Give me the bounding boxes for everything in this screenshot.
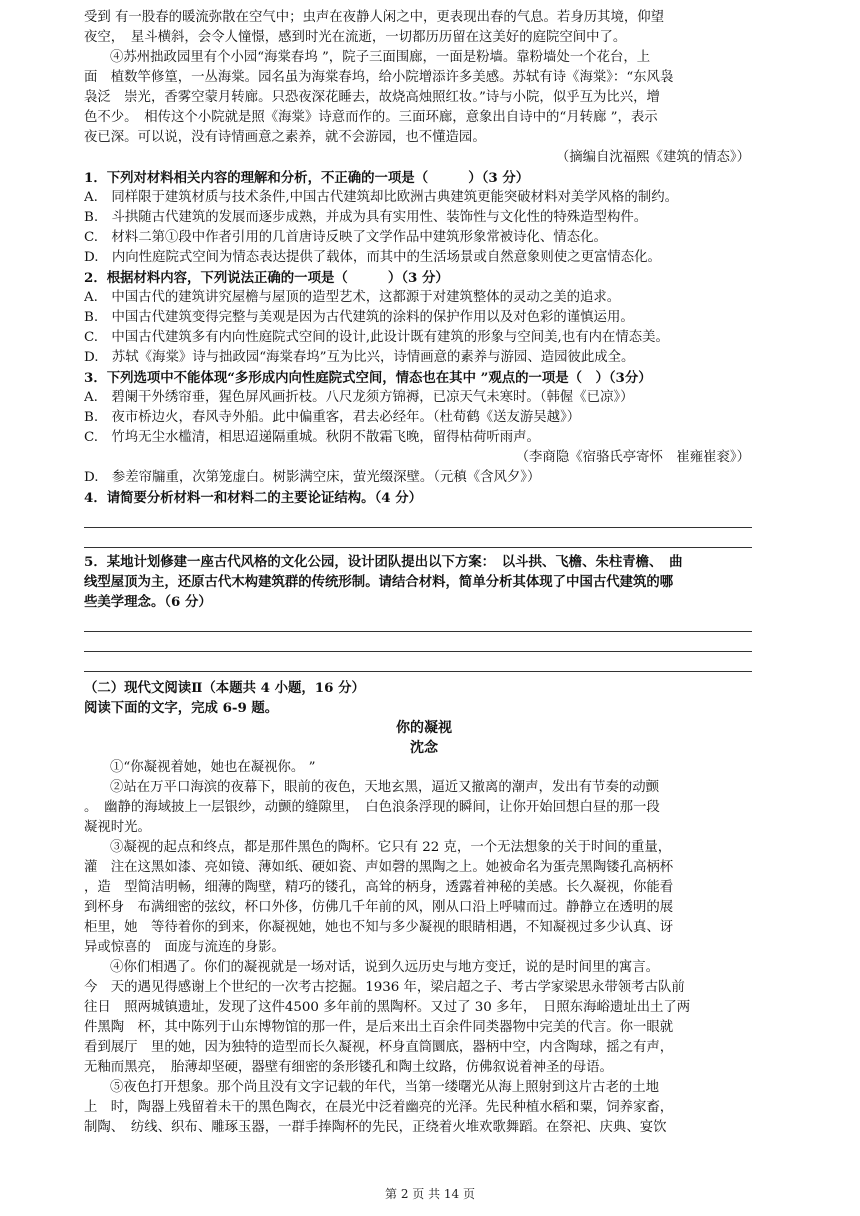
section-header: （二）现代文阅读Ⅱ（本题共 4 小题，16 分） bbox=[84, 680, 365, 696]
article-line: 到杯身 布满细密的弦纹，杯口外侈，仿佛几千年前的风，刚从口沿上呼啸而过。静静立在透明的展 bbox=[84, 900, 674, 915]
answer-line[interactable] bbox=[84, 612, 752, 632]
page-footer: 第 2 页 共 14 页 bbox=[385, 1187, 475, 1201]
article-line: ⑤夜色打开想象。那个尚且没有文字记载的年代，当第一缕曙光从海上照射到这片古老的土地 bbox=[110, 1080, 660, 1095]
article-line: 凝视时光。 bbox=[84, 820, 151, 835]
q2-option-b: B. 中国古代建筑变得完整与美观是因为古代建筑的涂料的保护作用以及对色彩的谨慎运用。 bbox=[84, 310, 634, 325]
article-author: 沈念 bbox=[410, 740, 438, 756]
question-3-stem: 3．下列选项中不能体现“多形成内向性庭院式空间，情态也在其中 ”观点的一项是（ ）（3分） bbox=[84, 370, 652, 386]
text-line: 面 植数竿修篁，一丛海棠。园名虽为海棠春坞，给小院增添许多美感。苏轼有诗《海棠》：“东风袅 bbox=[84, 70, 674, 85]
q2-option-d: D. 苏轼《海棠》诗与拙政园“海棠春坞”互为比兴，诗情画意的素养与游园、造园彼此成全。 bbox=[84, 350, 635, 365]
q1-option-b: B. 斗拱随古代建筑的发展而逐步成熟，并成为具有实用性、装饰性与文化性的特殊造型构件。 bbox=[84, 210, 648, 225]
article-line: 往日 照两城镇遗址，发现了这件4500 多年前的黑陶杯。又过了 30 多年， 日照东海峪遗址出土了两 bbox=[84, 1000, 691, 1015]
answer-line[interactable] bbox=[84, 528, 752, 548]
answer-line[interactable] bbox=[84, 508, 752, 528]
question-2-stem: 2．根据材料内容，下列说法正确的一项是（ ）（3 分） bbox=[84, 270, 449, 286]
q1-option-d: D. 内向性庭院式空间为情态表达提供了载体，而其中的生活场景或自然意象则使之更富情态化。 bbox=[84, 250, 661, 265]
question-1-stem: 1．下列对材料相关内容的理解和分析，不正确的一项是（ ）（3 分） bbox=[84, 170, 530, 186]
text-line: 色不少。 相传这个小院就是照《海棠》诗意而作的。三面环廊，意象出自诗中的“月转廊 ”，表示 bbox=[84, 110, 658, 125]
question-5-line: 些美学理念。（6 分） bbox=[84, 594, 212, 610]
article-line: 异或惊喜的 面庞与流连的身影。 bbox=[84, 940, 285, 955]
text-line: 受到 有一股春的暖流弥散在空气中；虫声在夜静人闲之中，更表现出春的气息。若身历其境，仰望 bbox=[84, 10, 665, 25]
q2-option-a: A. 中国古代的建筑讲究屋檐与屋顶的造型艺术，这都源于对建筑整体的灵动之美的追求。 bbox=[84, 290, 621, 305]
article-line: ①“你凝视着她，她也在凝视你。 ” bbox=[110, 760, 316, 775]
page-content bbox=[84, 8, 764, 1138]
q1-option-a: A. 同样限于建筑材质与技术条件,中国古代建筑却比欧洲古典建筑更能突破材料对美学风格的制约。 bbox=[84, 190, 678, 205]
article-line: ④你们相遇了。你们的凝视就是一场对话，说到久远历史与地方变迁，说的是时间里的寓言。 bbox=[110, 960, 660, 975]
article-line: 制陶、 纺线、织布、雕琢玉器，一群手捧陶杯的先民，正绕着火堆欢歌舞蹈。在祭祀、庆典、宴饮 bbox=[84, 1120, 667, 1135]
question-4-stem: 4．请简要分析材料一和材料二的主要论证结构。（4 分） bbox=[84, 490, 422, 506]
question-5-line: 5．某地计划修建一座古代风格的文化公园，设计团队提出以下方案： 以斗拱、飞檐、朱柱青檐、 曲 bbox=[84, 554, 683, 570]
q2-option-c: C. 中国古代建筑多有内向性庭院式空间的设计,此设计既有建筑的形象与空间美,也有内在情态美。 bbox=[84, 330, 669, 345]
article-line: 件黑陶 杯，其中陈列于山东博物馆的那一件，是后来出土百余件同类器物中完美的代言。你一眼就 bbox=[84, 1020, 674, 1035]
article-line: 上 时，陶器上残留着未干的黑色陶衣，在晨光中泛着幽亮的光泽。先民种植水稻和粟，饲养家畜， bbox=[84, 1100, 674, 1115]
article-line: 今 天的遇见得感谢上个世纪的一次考古挖掘。1936 年，梁启超之子、考古学家梁思永带领考古队前 bbox=[84, 980, 685, 995]
section-instruction: 阅读下面的文字，完成 6-9 题。 bbox=[84, 700, 279, 716]
article-line: ，造 型简洁明畅，细薄的陶壁，精巧的镂孔，高耸的柄身，透露着神秘的美感。长久凝视，你能看 bbox=[84, 880, 674, 895]
article-line: 无釉而黑亮， 胎薄却坚硬，器壁有细密的条形镂孔和陶土纹路，仿佛叙说着神圣的母语。 bbox=[84, 1060, 613, 1075]
q3-option-d: D. 参差帘牖重，次第笼虚白。树影满空床，萤光缀深壁。（元稹《含风夕》） bbox=[84, 470, 541, 485]
source-citation: （摘编自沈福熙《建筑的情态》） bbox=[555, 150, 750, 165]
q3-option-c: C. 竹坞无尘水槛清，相思迢递隔重城。秋阴不散霜飞晚，留得枯荷听雨声。 bbox=[84, 430, 540, 445]
article-line: 。 幽静的海域披上一层银纱，动颤的缝隙里， 白色浪条浮现的瞬间，让你开始回想白昼的那一段 bbox=[84, 800, 660, 815]
q1-option-c: C. 材料二第①段中作者引用的几首唐诗反映了文学作品中建筑形象常被诗化、情态化。 bbox=[84, 230, 607, 245]
q3-option-c-citation: （李商隐《宿骆氏亭寄怀 崔雍崔衮》） bbox=[515, 450, 750, 465]
q3-option-b: B. 夜市桥边火，春风寺外船。此中偏重客，君去必经年。（杜荀鹤《送友游吴越》） bbox=[84, 410, 581, 425]
article-line: 柜里，她 等待着你的到来，你凝视她，她也不知与多少凝视的眼睛相遇，不知凝视过多少认真、讶 bbox=[84, 920, 674, 935]
article-title: 你的凝视 bbox=[396, 720, 452, 736]
article-line: ③凝视的起点和终点，都是那件黑色的陶杯。它只有 22 克，一个无法想象的关于时间的重量， bbox=[110, 840, 672, 855]
answer-line[interactable] bbox=[84, 652, 752, 672]
article-line: ②站在万平口海滨的夜幕下，眼前的夜色，天地玄黑，逼近又撤离的潮声，发出有节奏的动颤 bbox=[110, 780, 660, 795]
question-5-line: 线型屋顶为主，还原古代木构建筑群的传统形制。请结合材料，简单分析其体现了中国古代建筑的哪 bbox=[84, 574, 674, 590]
text-line: 夜空， 星斗横斜，会令人憧憬，感到时光在流逝，一切都历历留在这美好的庭院空间中了。 bbox=[84, 30, 627, 45]
article-line: 看到展厅 里的她，因为独特的造型而长久凝视，杯身直筒圜底，器柄中空，内含陶球，摇之有声， bbox=[84, 1040, 674, 1055]
answer-line[interactable] bbox=[84, 632, 752, 652]
text-line: ④苏州拙政园里有个小园“海棠春坞 ”，院子三面围廊，一面是粉墙。靠粉墙处一个花台，上 bbox=[110, 50, 651, 65]
text-line: 袅泛 崇光，香雾空蒙月转廊。只恐夜深花睡去，故烧高烛照红妆。”诗与小院，似乎互为比兴，增 bbox=[84, 90, 660, 105]
article-line: 灌 注在这黑如漆、亮如镜、薄如纸、硬如瓷、声如磬的黑陶之上。她被命名为蛋壳黑陶镂孔高柄杯 bbox=[84, 860, 674, 875]
q3-option-a: A. 碧阑干外绣帘垂，猩色屏风画折枝。八尺龙须方锦褥，已凉天气未寒时。（韩偓《已凉》） bbox=[84, 390, 634, 405]
text-line: 夜已深。可以说，没有诗情画意之素养，就不会游园，也不懂造园。 bbox=[84, 130, 486, 145]
